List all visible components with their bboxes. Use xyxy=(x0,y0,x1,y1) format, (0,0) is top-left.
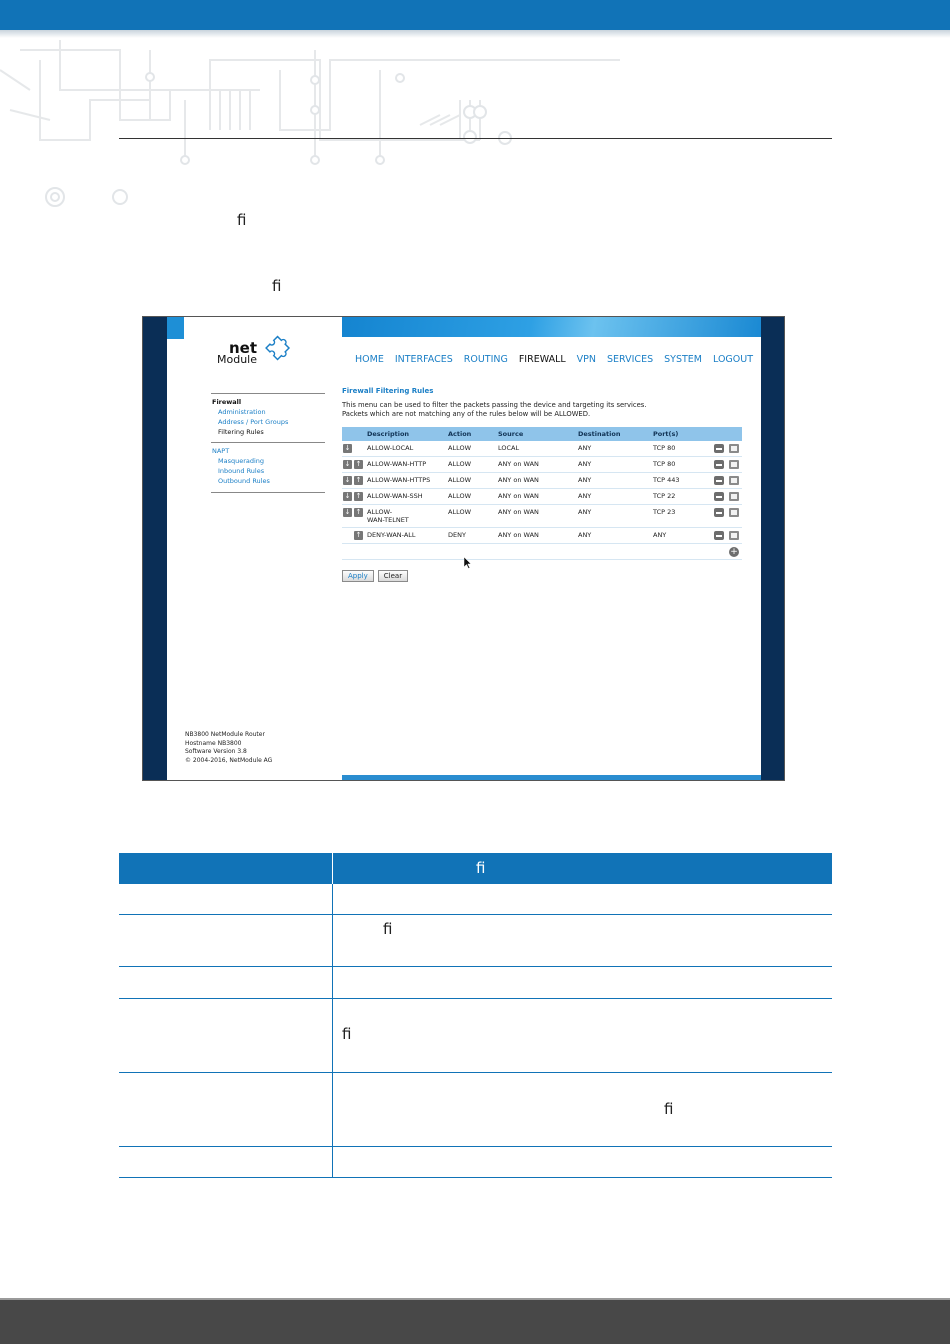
clear-button[interactable]: Clear xyxy=(378,570,408,582)
sidebar-item-filtering-rules[interactable]: Filtering Rules xyxy=(218,428,264,436)
table-add-row xyxy=(342,544,742,560)
logo-net-text: net xyxy=(229,339,258,357)
screenshot-top-banner xyxy=(342,317,761,337)
rule-source: ANY on WAN xyxy=(498,492,539,500)
table-row xyxy=(342,489,742,505)
col-header-action: Action xyxy=(448,430,472,438)
delete-icon[interactable] xyxy=(714,444,724,453)
table-row xyxy=(119,884,832,915)
edit-icon[interactable] xyxy=(729,476,739,485)
column-divider xyxy=(332,1147,333,1177)
nav-firewall[interactable]: FIREWALL xyxy=(518,354,566,365)
rule-description: ALLOW-WAN-HTTPS xyxy=(367,476,431,484)
header-ligature: fi xyxy=(476,859,486,877)
sidebar-item-administration[interactable]: Administration xyxy=(218,408,266,416)
delete-icon[interactable] xyxy=(714,476,724,485)
screenshot-bottom-band xyxy=(342,775,761,780)
screenshot-top-left-accent xyxy=(167,317,184,339)
router-screenshot xyxy=(142,316,785,781)
column-divider xyxy=(332,967,333,998)
rule-destination: ANY xyxy=(578,531,592,539)
circuit-decoration xyxy=(0,30,640,220)
doc-text-ligature-1: fi xyxy=(237,211,247,229)
rule-source: ANY on WAN xyxy=(498,460,539,468)
column-divider xyxy=(332,999,333,1072)
rule-destination: ANY xyxy=(578,492,592,500)
col-header-destination: Destination xyxy=(578,430,621,438)
rule-ports: ANY xyxy=(653,531,667,539)
sidebar-napt-group xyxy=(212,446,270,486)
rule-description-line-2: WAN-TELNET xyxy=(367,516,409,524)
device-info xyxy=(185,731,272,765)
sidebar-item-address-port-groups[interactable]: Address / Port Groups xyxy=(218,418,289,426)
sidebar-item-masquerading[interactable]: Masquerading xyxy=(218,457,265,465)
row-ligature: fi xyxy=(342,1025,352,1043)
rule-destination: ANY xyxy=(578,508,592,516)
table-row xyxy=(119,1073,832,1147)
edit-icon[interactable] xyxy=(729,444,739,453)
sidebar-divider-top xyxy=(211,393,325,394)
rule-description: ALLOW-WAN-SSH xyxy=(367,492,423,500)
nav-system[interactable]: SYSTEM xyxy=(664,354,702,365)
move-up-icon[interactable]: ↑ xyxy=(355,531,362,539)
table-row xyxy=(119,1147,832,1178)
parameter-table-header xyxy=(119,853,832,884)
logo-module-text: Module xyxy=(217,353,257,366)
row-ligature: fi xyxy=(383,920,393,938)
table-row xyxy=(342,473,742,489)
apply-button[interactable]: Apply xyxy=(342,570,374,582)
nav-interfaces[interactable]: INTERFACES xyxy=(394,354,453,365)
rule-destination: ANY xyxy=(578,476,592,484)
delete-icon[interactable] xyxy=(714,460,724,469)
row-ligature: fi xyxy=(664,1100,674,1118)
rule-description: DENY-WAN-ALL xyxy=(367,531,416,539)
puzzle-icon xyxy=(259,333,291,365)
rule-destination: ANY xyxy=(578,460,592,468)
column-divider xyxy=(332,884,333,914)
sidebar-heading-napt[interactable]: NAPT xyxy=(212,447,230,455)
table-row xyxy=(342,528,742,544)
rule-action: ALLOW xyxy=(448,508,472,516)
rule-ports: TCP 80 xyxy=(653,460,676,468)
column-divider xyxy=(332,1073,333,1146)
sidebar-firewall-group xyxy=(212,397,288,437)
move-up-icon[interactable]: ↑ xyxy=(355,492,362,500)
edit-icon[interactable] xyxy=(729,492,739,501)
rule-description: ALLOW-WAN-HTTP xyxy=(367,460,427,468)
rule-description: ALLOW-LOCAL xyxy=(367,444,414,452)
rule-action: ALLOW xyxy=(448,476,472,484)
software-version: Software Version 3.8 xyxy=(185,748,247,755)
col-header-description: Description xyxy=(367,430,410,438)
move-up-icon[interactable]: ↑ xyxy=(355,508,362,516)
rule-action: DENY xyxy=(448,531,466,539)
rule-ports: TCP 80 xyxy=(653,444,676,452)
edit-icon[interactable] xyxy=(729,531,739,540)
table-row xyxy=(119,967,832,999)
header-column-divider xyxy=(332,853,333,884)
footer-bar xyxy=(0,1300,950,1344)
page-title: Firewall Filtering Rules xyxy=(342,387,434,395)
delete-icon[interactable] xyxy=(714,508,724,517)
rule-ports: TCP 23 xyxy=(653,508,676,516)
move-down-icon[interactable]: ↓ xyxy=(344,476,351,484)
device-model: NB3800 NetModule Router xyxy=(185,731,265,738)
parameter-table xyxy=(119,853,832,1178)
form-buttons xyxy=(342,570,408,582)
edit-icon[interactable] xyxy=(729,460,739,469)
device-hostname: Hostname NB3800 xyxy=(185,739,242,747)
rule-action: ALLOW xyxy=(448,492,472,500)
page-description-line-2: Packets which are not matching any of the rules below will be ALLOWED. xyxy=(342,410,591,418)
move-down-icon[interactable]: ↓ xyxy=(344,492,351,500)
filtering-rules-table xyxy=(342,427,742,560)
move-down-icon[interactable]: ↓ xyxy=(344,508,351,516)
nav-logout[interactable]: LOGOUT xyxy=(712,354,754,365)
table-row xyxy=(342,505,742,528)
sidebar-item-inbound-rules[interactable]: Inbound Rules xyxy=(218,467,265,475)
nav-vpn[interactable]: VPN xyxy=(576,354,597,365)
sidebar-item-outbound-rules[interactable]: Outbound Rules xyxy=(218,477,270,485)
move-down-icon[interactable]: ↓ xyxy=(344,444,351,452)
doc-text-ligature-2: fi xyxy=(272,277,282,295)
header-divider xyxy=(119,138,832,139)
rule-action: ALLOW xyxy=(448,460,472,468)
rule-ports: TCP 22 xyxy=(653,492,676,500)
screenshot-left-margin xyxy=(143,317,167,780)
column-divider xyxy=(332,915,333,966)
edit-icon[interactable] xyxy=(729,508,739,517)
sidebar-heading-firewall[interactable]: Firewall xyxy=(212,398,242,406)
delete-icon[interactable] xyxy=(714,531,724,540)
col-header-source: Source xyxy=(498,430,524,438)
table-row xyxy=(342,441,742,457)
rule-description-line-1: ALLOW- xyxy=(367,508,393,516)
rule-source: ANY on WAN xyxy=(498,508,539,516)
page-description-line-1: This menu can be used to filter the packets passing the device and targeting its services. xyxy=(342,401,647,409)
header-bar xyxy=(0,0,950,30)
table-row xyxy=(119,999,832,1073)
col-header-ports: Port(s) xyxy=(653,430,679,438)
screenshot-right-margin xyxy=(761,317,785,780)
add-icon[interactable]: + xyxy=(730,547,738,557)
rule-ports: TCP 443 xyxy=(653,476,680,484)
nav-home[interactable]: HOME xyxy=(355,354,384,365)
move-down-icon[interactable]: ↓ xyxy=(344,460,351,468)
mouse-cursor-icon xyxy=(464,557,472,569)
rule-action: ALLOW xyxy=(448,444,472,452)
rule-source: LOCAL xyxy=(498,444,520,452)
router-web-page xyxy=(167,317,761,780)
top-navigation xyxy=(355,354,753,365)
netmodule-logo-icon[interactable] xyxy=(217,331,317,371)
sidebar-divider-bottom xyxy=(211,492,325,493)
copyright: © 2004-2016, NetModule AG xyxy=(185,756,273,764)
content-header xyxy=(342,387,742,419)
rule-destination: ANY xyxy=(578,444,592,452)
rule-source: ANY on WAN xyxy=(498,531,539,539)
table-header xyxy=(342,427,742,441)
nav-services[interactable]: SERVICES xyxy=(607,354,654,365)
table-row xyxy=(342,457,742,473)
move-up-icon[interactable]: ↑ xyxy=(355,476,362,484)
rule-description xyxy=(367,508,409,524)
table-row xyxy=(119,915,832,967)
delete-icon[interactable] xyxy=(714,492,724,501)
nav-routing[interactable]: ROUTING xyxy=(463,354,508,365)
sidebar-divider-mid xyxy=(211,442,325,443)
page-description xyxy=(342,401,742,419)
rule-source: ANY on WAN xyxy=(498,476,539,484)
move-up-icon[interactable]: ↑ xyxy=(355,460,362,468)
